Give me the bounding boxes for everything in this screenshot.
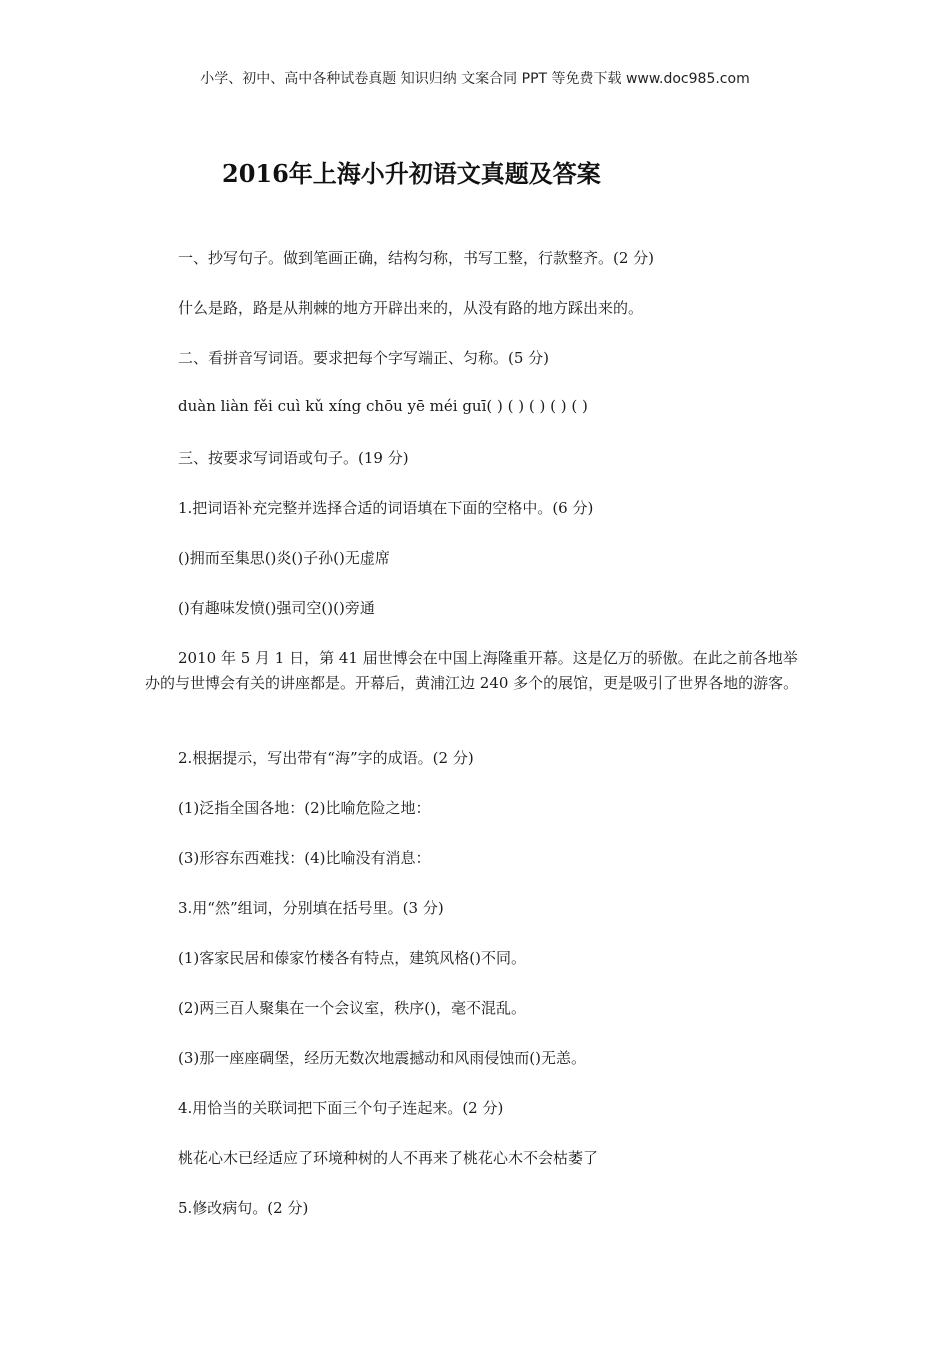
question-2-pinyin: duàn liàn fěi cuì kǔ xíng chōu yē méi guī( ) ( ) ( ) ( ) ( ) [178,397,588,415]
expo-paragraph: 2010 年 5 月 1 日，第 41 届世博会在中国上海隆重开幕。这是亿万的骄傲。在此之前各地举办的与世博会有关的讲座都是。开幕后，黄浦江边 240 多个的展馆，更是吸引了世界各地的游客。 [145,649,799,692]
document-title: 2016年上海小升初语文真题及答案 [222,159,601,188]
question-3-3-heading: 3.用“然”组词，分别填在括号里。(3 分) [178,899,444,917]
question-3-1-words-row-2: ()有趣味发愤()强司空()()旁通 [178,599,375,617]
question-3-3-item-2: (2)两三百人聚集在一个会议室，秩序()，毫不混乱。 [178,999,526,1017]
page-header: 小学、初中、高中各种试卷真题 知识归纳 文案合同 PPT 等免费下载 www.doc985.com [200,71,750,87]
question-3-1-words-row-1: ()拥而至集思()炎()子孙()无虚席 [178,549,390,567]
question-3-5-heading: 5.修改病句。(2 分) [178,1199,309,1217]
question-3-4-sentences: 桃花心木已经适应了环境种树的人不再来了桃花心木不会枯萎了 [178,1149,599,1167]
question-3-2-items-1: (1)泛指全国各地：(2)比喻危险之地： [178,799,431,817]
question-3-heading: 三、按要求写词语或句子。(19 分) [178,449,409,467]
question-3-2-heading: 2.根据提示，写出带有“海”字的成语。(2 分) [178,749,474,767]
question-1-sentence: 什么是路，路是从荆棘的地方开辟出来的，从没有路的地方踩出来的。 [178,299,644,317]
question-3-1-heading: 1.把词语补充完整并选择合适的词语填在下面的空格中。(6 分) [178,499,594,517]
question-1-heading: 一、抄写句子。做到笔画正确，结构匀称，书写工整，行款整齐。(2 分) [178,249,655,267]
question-2-heading: 二、看拼音写词语。要求把每个字写端正、匀称。(5 分) [178,349,550,367]
question-3-2-items-2: (3)形容东西难找：(4)比喻没有消息： [178,849,431,867]
question-3-3-item-3: (3)那一座座碉堡，经历无数次地震撼动和风雨侵蚀而()无恙。 [178,1049,586,1067]
question-3-4-heading: 4.用恰当的关联词把下面三个句子连起来。(2 分) [178,1099,504,1117]
question-3-3-item-1: (1)客家民居和傣家竹楼各有特点，建筑风格()不同。 [178,949,526,967]
